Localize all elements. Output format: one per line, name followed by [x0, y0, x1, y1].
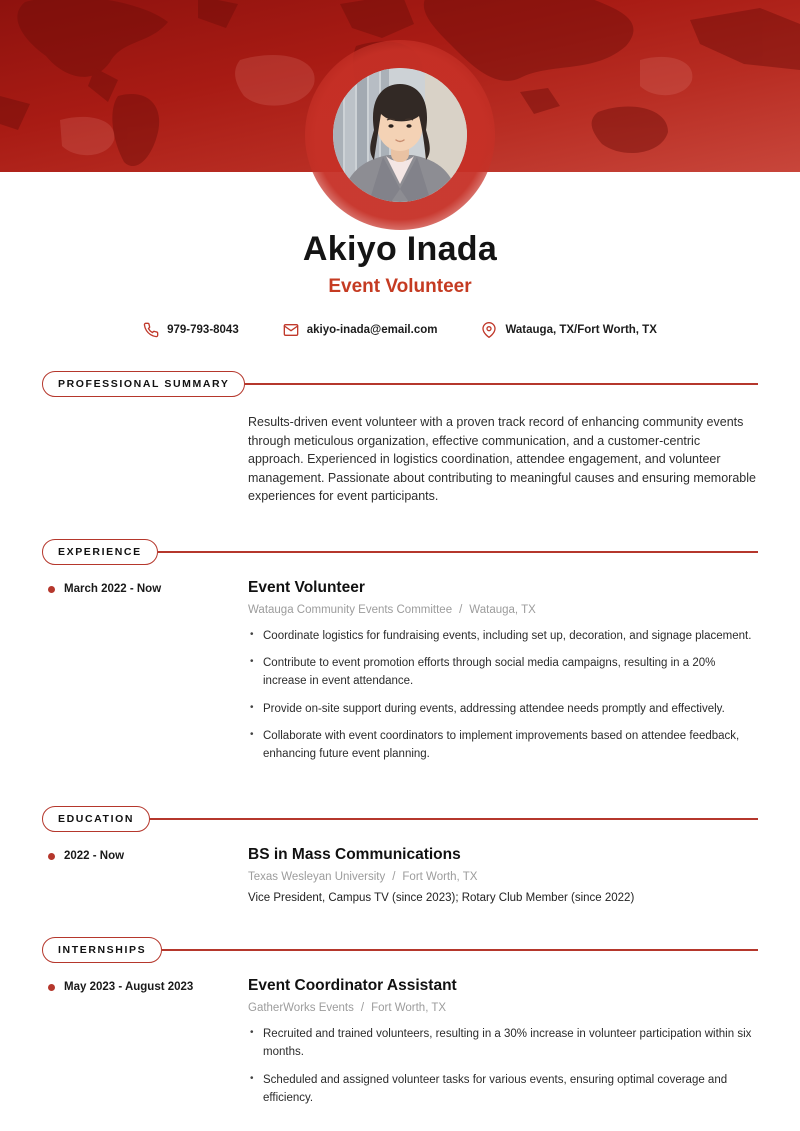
section-title-pill: EDUCATION — [42, 806, 150, 832]
sections — [0, 371, 800, 1116]
section-rule — [245, 383, 758, 385]
contact-phone — [143, 322, 239, 338]
candidate-name: Akiyo Inada — [302, 230, 498, 268]
section-header — [42, 806, 758, 832]
section-title-pill: EXPERIENCE — [42, 539, 158, 565]
section-rule — [150, 818, 758, 820]
section-rule — [158, 551, 758, 553]
company-location: Fort Worth, TX — [371, 1001, 447, 1014]
avatar-glow-ring — [305, 40, 495, 230]
contact-location — [481, 322, 656, 338]
job-bullets — [248, 627, 758, 764]
company-location: Watauga, TX — [469, 603, 536, 616]
degree-title: BS in Mass Communications — [248, 845, 461, 863]
company-name: GatherWorks Events — [248, 1001, 354, 1014]
map-pin-icon — [481, 322, 497, 338]
separator: / — [459, 603, 463, 616]
school-line — [248, 871, 758, 883]
education-note: Vice President, Campus TV (since 2023); Rotary Club Member (since 2022) — [248, 891, 635, 904]
email-address: akiyo-inada@email.com — [306, 324, 438, 336]
company-line — [248, 1002, 758, 1014]
summary-text: Results-driven event volunteer with a proven track record of enhancing community events through meticulous organization, effective communication, and a customer-centric approach. Experienced in logistics coordination, attendee engagement, and volunteer management. Passionate about contributing to meaningful causes and ensuring memorable experiences for event participants. — [248, 415, 756, 503]
internship-entry — [42, 977, 758, 1117]
section-internships — [42, 937, 758, 1117]
school-location: Fort Worth, TX — [402, 870, 478, 883]
section-title-pill: INTERNSHIPS — [42, 937, 162, 963]
section-header — [42, 539, 758, 565]
phone-icon — [143, 322, 159, 338]
envelope-icon — [283, 322, 299, 338]
bullet-item: • Provide on-site support during events, addressing attendee needs promptly and effectively. — [248, 700, 758, 718]
portrait-photo — [333, 68, 467, 202]
internship-bullets — [248, 1025, 758, 1108]
education-entry — [42, 846, 758, 904]
timeline-dot — [48, 586, 55, 593]
timeline-dot — [48, 984, 55, 991]
entry-date: March 2022 - Now — [64, 582, 162, 595]
timeline-dot — [48, 853, 55, 860]
bullet-item: • Contribute to event promotion efforts through social media campaigns, resulting in a 20% increase in event attendance. — [248, 654, 758, 691]
avatar — [333, 68, 467, 202]
experience-entry — [42, 579, 758, 773]
bullet-item: • Coordinate logistics for fundraising events, including set up, decoration, and signage placement. — [248, 627, 758, 645]
section-experience — [42, 539, 758, 773]
school-name: Texas Wesleyan University — [248, 870, 386, 883]
section-header — [42, 371, 758, 397]
separator: / — [360, 1001, 365, 1014]
section-header — [42, 937, 758, 963]
section-education — [42, 806, 758, 904]
entry-date: May 2023 - August 2023 — [64, 980, 194, 993]
section-rule — [162, 949, 758, 951]
summary-entry — [42, 411, 758, 506]
company-name: Watauga Community Events Committee — [248, 603, 453, 616]
section-title-pill: PROFESSIONAL SUMMARY — [42, 371, 245, 397]
bullet-item: • Collaborate with event coordinators to implement improvements based on attendee feedback, enhancing future event planning. — [248, 727, 758, 764]
phone-number: 979-793-8043 — [167, 324, 239, 336]
contact-email — [283, 322, 438, 338]
job-title: Event Volunteer — [248, 578, 365, 596]
bullet-item: • Scheduled and assigned volunteer tasks for various events, ensuring optimal coverage and efficiency. — [248, 1071, 758, 1108]
candidate-role: Event Volunteer — [328, 276, 472, 297]
separator: / — [392, 870, 396, 883]
bullet-item: • Recruited and trained volunteers, resulting in a 30% increase in volunteer participation within six months. — [248, 1025, 758, 1062]
section-professional-summary — [42, 371, 758, 506]
contact-row — [0, 322, 800, 338]
internship-title: Event Coordinator Assistant — [248, 976, 457, 994]
company-line — [248, 604, 758, 616]
entry-date: 2022 - Now — [64, 849, 125, 862]
location-text: Watauga, TX/Fort Worth, TX — [505, 324, 657, 336]
